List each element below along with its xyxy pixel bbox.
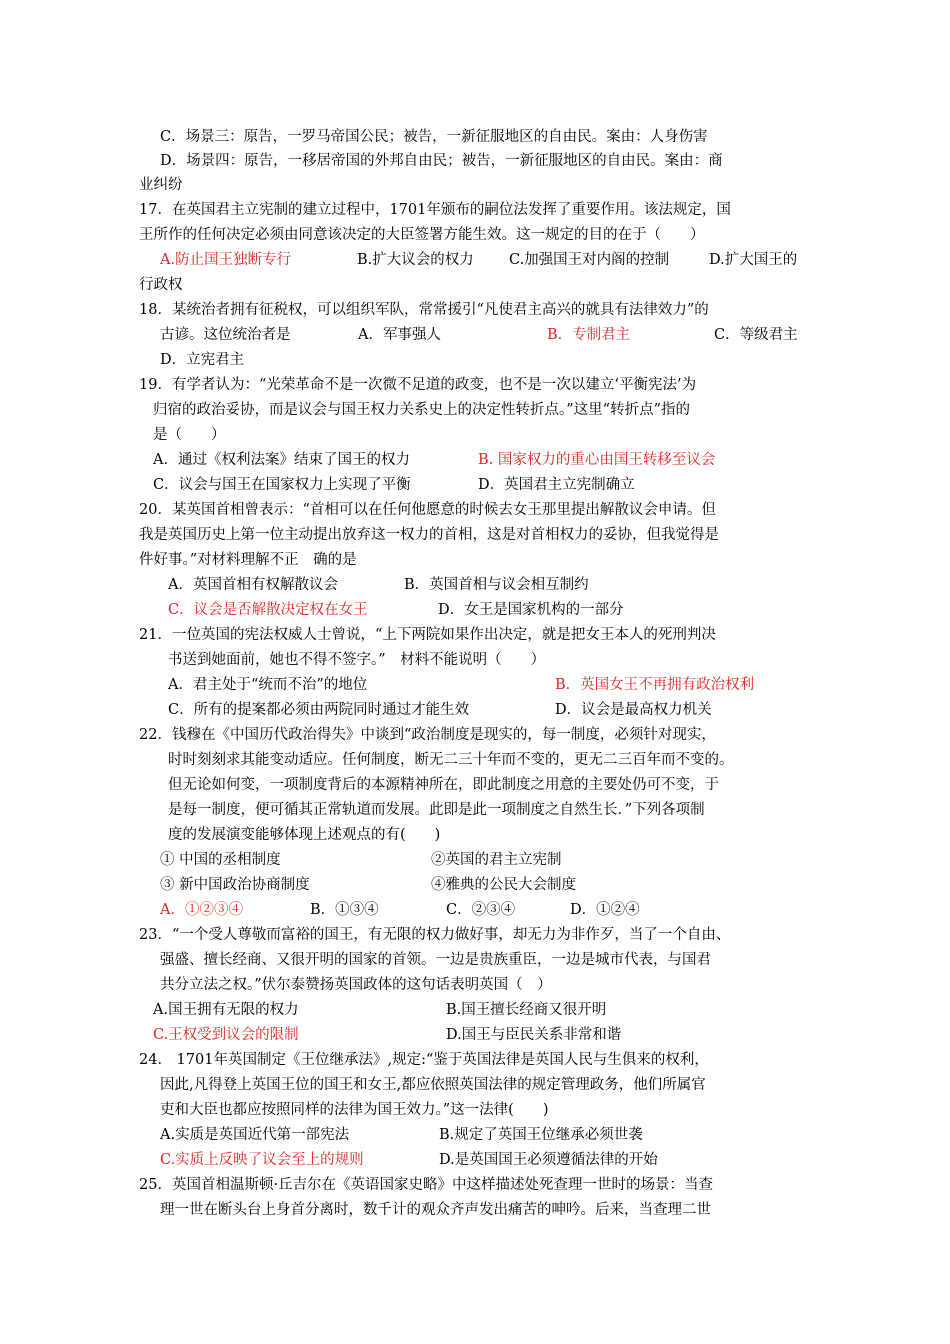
q20-option-b: B．英国首相与议会相互制约 [404,577,589,593]
q22-option-b: B．①③④ [310,902,379,918]
q22-item-4: ④雅典的公民大会制度 [431,877,576,893]
q23-stem: 共分立法之权。”伏尔泰赞扬英国政体的这句话表明英国（ ） [160,977,552,993]
q17-option-d-cont: 行政权 [139,277,183,293]
q22-item-3: ③ 新中国政治协商制度 [160,877,310,893]
q21-stem: 21．一位英国的宪法权威人士曾说，“上下两院如果作出决定，就是把女王本人的死刑判决 [139,627,716,643]
q18-option-c: C．等级君主 [714,327,798,343]
q20-option-a: A．英国首相有权解散议会 [168,577,338,593]
q17-option-c: C.加强国王对内阁的控制 [509,252,670,268]
q17-stem: 17．在英国君主立宪制的建立过程中，1701年颁布的嗣位法发挥了重要作用。该法规定，国 [139,202,731,218]
q25-stem: 理一世在断头台上身首分离时，数千计的观众齐声发出痛苦的呻吟。后来，当查理二世 [160,1202,711,1218]
q20-option-d: D．女王是国家机构的一部分 [438,602,624,618]
q23-option-a: A.国王拥有无限的权力 [153,1002,299,1018]
q24-option-c-answer: C.实质上反映了议会至上的规则 [160,1152,364,1168]
q18-option-d: D．立宪君主 [160,352,245,368]
q18-stem: 18．某统治者拥有征税权，可以组织军队，常常援引“凡使君主高兴的就具有法律效力”的 [139,302,709,318]
q23-option-c-answer: C.王权受到议会的限制 [153,1027,299,1043]
prev-option-d: D．场景四：原告，一移居帝国的外邦自由民；被告，一新征服地区的自由民。案由：商 [160,153,723,169]
q20-stem: 件好事。”对材料理解不正 确的是 [139,552,357,568]
q22-item-1: ① 中国的丞相制度 [160,852,281,868]
q20-option-c-answer: C．议会是否解散决定权在女王 [168,602,368,618]
q19-option-a: A．通过《权利法案》结束了国王的权力 [153,452,410,468]
q24-option-b: B.规定了英国王位继承必须世袭 [439,1127,643,1143]
q23-option-d: D.国王与臣民关系非常和谐 [446,1027,622,1043]
q24-option-d: D.是英国国王必须遵循法律的开始 [439,1152,658,1168]
q17-option-b: B.扩大议会的权力 [357,252,474,268]
prev-option-d-cont: 业纠纷 [139,177,183,193]
q19-stem: 归宿的政治妥协，而是议会与国王权力关系史上的决定性转折点。”这里“转折点”指的 [153,402,690,418]
q21-option-a: A．君主处于“统而不治”的地位 [168,677,368,693]
q21-option-d: D．议会是最高权力机关 [555,702,712,718]
q24-stem: 因此,凡得登上英国王位的国王和女王,都应依照英国法律的规定管理政务，他们所属官 [160,1077,706,1093]
q22-stem: 但无论如何变，一项制度背后的本源精神所在，即此制度之用意的主要处仍可不变，于 [168,777,719,793]
q17-option-a-answer: A.防止国王独断专行 [160,252,292,268]
q20-stem: 20．某英国首相曾表示：“首相可以在任何他愿意的时候去女王那里提出解散议会申请。但 [139,502,716,518]
q24-stem: 24． 1701年英国制定《王位继承法》,规定:“鉴于英国法律是英国人民与生俱来的权利， [139,1052,709,1068]
q22-option-d: D．①②④ [570,902,640,918]
q21-option-c: C．所有的提案都必须由两院同时通过才能生效 [168,702,470,718]
q21-option-b-answer: B．英国女王不再拥有政治权利 [555,677,755,693]
q22-option-a-answer: A．①②③④ [160,902,243,918]
q24-option-a: A.实质是英国近代第一部宪法 [160,1127,350,1143]
q23-stem: 强盛、擅长经商、又很开明的国家的首领。一边是贵族重臣，一边是城市代表，与国君 [160,952,711,968]
q20-stem: 我是英国历史上第一位主动提出放弃这一权力的首相，这是对首相权力的妥协，但我觉得是 [139,527,719,543]
q22-stem: 是每一制度，便可循其正常轨道而发展。此即是此一项制度之自然生长．”下列各项制 [168,802,705,818]
q21-stem: 书送到她面前，她也不得不签字。” 材料不能说明（ ） [168,652,546,668]
q23-stem: 23．“一个受人尊敬而富裕的国王，有无限的权力做好事，却无力为非作歹，当了一个自由、 [139,927,731,943]
q19-stem: 是（ ） [153,427,226,443]
prev-option-c: C．场景三：原告，一罗马帝国公民；被告，一新征服地区的自由民。案由：人身伤害 [160,129,708,145]
q17-option-d: D.扩大国王的 [709,252,798,268]
q19-option-b-answer: B. 国家权力的重心由国王转移至议会 [478,452,716,468]
q23-option-b: B.国王擅长经商又很开明 [446,1002,607,1018]
q22-option-c: C．②③④ [446,902,516,918]
q18-stem: 古谚。这位统治者是 [160,327,291,343]
q22-item-2: ②英国的君主立宪制 [431,852,562,868]
q22-stem: 度的发展演变能够体现上述观点的有( ) [168,827,441,843]
q22-stem: 时时刻刻求其能变动适应。任何制度，断无二三十年而不变的，更无二三百年而不变的。 [168,752,734,768]
q24-stem: 吏和大臣也都应按照同样的法律为国王效力。”这一法律( ) [160,1102,549,1118]
q25-stem: 25．英国首相温斯顿·丘吉尔在《英语国家史略》中这样描述处死查理一世时的场景：当查 [139,1177,714,1193]
q19-option-d: D．英国君主立宪制确立 [478,477,635,493]
q19-option-c: C．议会与国王在国家权力上实现了平衡 [153,477,411,493]
q18-option-b-answer: B．专制君主 [547,327,631,343]
q17-stem: 王所作的任何决定必须由同意该决定的大臣签署方能生效。这一规定的目的在于（ ） [139,227,705,243]
q22-stem: 22．钱穆在《中国历代政治得失》中谈到“政治制度是现实的，每一制度，必须针对现实， [139,727,716,743]
q18-option-a: A．军事强人 [358,327,441,343]
q19-stem: 19．有学者认为：“光荣革命不是一次微不足道的政变，也不是一次以建立‘平衡宪法’为 [139,377,697,393]
